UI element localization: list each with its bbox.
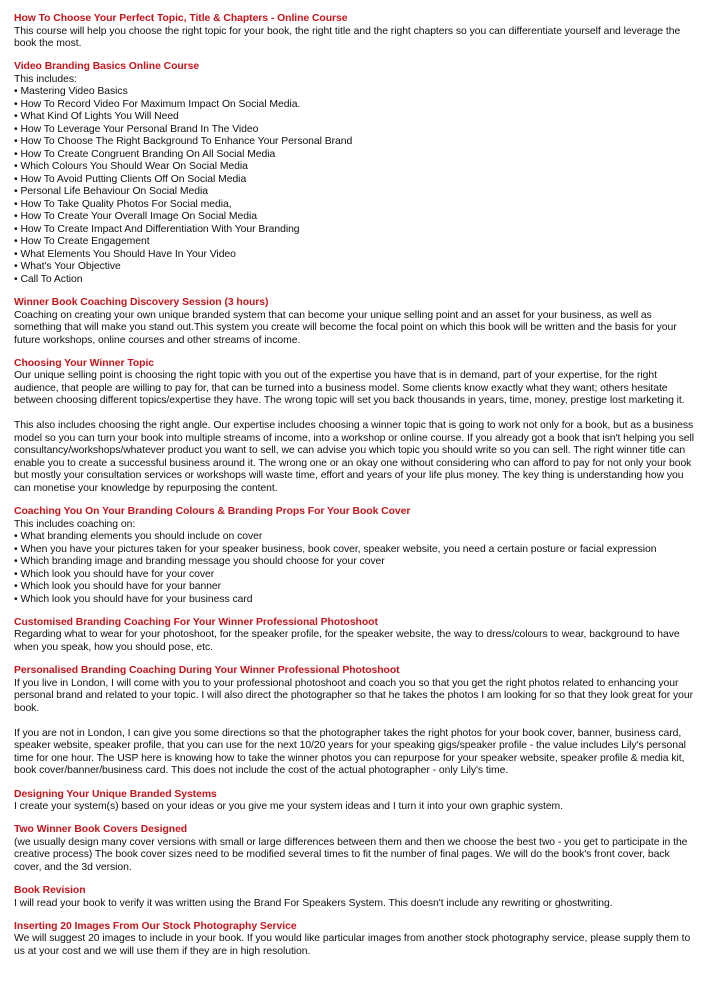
- bullet-glyph: •: [14, 148, 18, 160]
- section-book-covers: [14, 824, 699, 874]
- section-paragraph: We will suggest 20 images to include in your book. If you would like particular images from another stock photography service, please supply them to us at your cost and we will use them if they are in high resolution.: [14, 933, 691, 957]
- bullet-text: How To Create Impact And Differentiation With Your Branding: [20, 223, 300, 235]
- bullet-item: [14, 594, 699, 607]
- section-intro: This includes coaching on:: [14, 518, 136, 530]
- bullet-item: [14, 111, 699, 124]
- bullet-item: [14, 556, 699, 569]
- section-heading: Video Branding Basics Online Course: [14, 61, 200, 73]
- bullet-item: [14, 86, 699, 99]
- bullet-glyph: •: [14, 261, 18, 273]
- bullet-text: Mastering Video Basics: [20, 86, 128, 98]
- section-paragraph: This course will help you choose the right topic for your book, the right title and the right chapters so you can differentiate yourself and leverage the book the most.: [14, 25, 681, 49]
- bullet-text: Which look you should have for your business card: [20, 593, 253, 605]
- bullet-glyph: •: [14, 543, 18, 555]
- bullet-glyph: •: [14, 123, 18, 135]
- bullet-item: [14, 199, 699, 212]
- bullet-glyph: •: [14, 273, 18, 285]
- bullet-glyph: •: [14, 236, 18, 248]
- section-heading: Customised Branding Coaching For Your Winner Professional Photoshoot: [14, 616, 378, 628]
- section-heading: Choosing Your Winner Topic: [14, 357, 155, 369]
- bullet-glyph: •: [14, 556, 18, 568]
- bullet-glyph: •: [14, 223, 18, 235]
- bullet-item: [14, 224, 699, 237]
- section-book-revision: [14, 885, 699, 910]
- bullet-item: [14, 544, 699, 557]
- bullet-item: [14, 531, 699, 544]
- section-heading: Personalised Branding Coaching During Your Winner Professional Photoshoot: [14, 665, 400, 677]
- bullet-item: [14, 261, 699, 274]
- bullet-glyph: •: [14, 173, 18, 185]
- section-paragraph: I create your system(s) based on your ideas or you give me your system ideas and I turn it into your own graphic system.: [14, 801, 563, 813]
- section-photoshoot-personalised-coaching: [14, 665, 699, 778]
- section-photoshoot-coaching: [14, 617, 699, 655]
- section-video-branding-course: [14, 61, 699, 286]
- bullet-text: What branding elements you should include on cover: [20, 531, 263, 543]
- section-paragraph: Our unique selling point is choosing the right topic with you out of the expertise you have that is in demand, part of your expertise, for the right audience, that people are willing to pay for, that can be turned into a business model. Some clients know exactly what they want; others hesitate between choosing different topics/expertise they have. The wrong topic will set you back thousands in years, time, money, prestige lost marketing it.: [14, 370, 685, 407]
- bullet-text: What Elements You Should Have In Your Video: [20, 248, 236, 260]
- section-heading: Designing Your Unique Branded Systems: [14, 788, 217, 800]
- bullet-item: [14, 581, 699, 594]
- section-discovery-session: [14, 297, 699, 347]
- bullet-text: Which Colours You Should Wear On Social Media: [20, 161, 248, 173]
- section-branded-systems: [14, 789, 699, 814]
- bullet-text: When you have your pictures taken for your speaker business, book cover, speaker website, you need a certain posture or facial expression: [20, 543, 657, 555]
- bullet-glyph: •: [14, 98, 18, 110]
- bullet-item: [14, 99, 699, 112]
- section-paragraph: If you are not in London, I can give you some directions so that the photographer takes the right photos for your book cover, banner, business card, speaker website, speaker profile, that you can use for the next 10/20 years for your speaking gigs/speaker profile - the value includes Lily's personal time for one hour. The USP here is knowing how to take the winner photos you can repurpose for your speaker website, speaker profile & media kit, book cover/banner/business card. This does not include the cost of the actual photographer - only Lily's time.: [14, 727, 686, 777]
- section-heading: How To Choose Your Perfect Topic, Title & Chapters - Online Course: [14, 13, 348, 24]
- bullet-text: Which look you should have for your banner: [20, 581, 222, 593]
- section-topic-title-chapters-course: [14, 13, 699, 51]
- bullet-glyph: •: [14, 136, 18, 148]
- section-paragraph: I will read your book to verify it was written using the Brand For Speakers System. This doesn't include any rewriting or ghostwriting.: [14, 897, 613, 909]
- bullet-text: Call To Action: [20, 273, 83, 285]
- bullet-text: How To Choose The Right Background To Enhance Your Personal Brand: [20, 136, 353, 148]
- section-paragraph: (we usually design many cover versions with small or large differences between them and then we choose the best two - you get to participate in the creative process) The book cover sizes need to be modified several times to fit the number of final pages. We will do the book's front cover, back cover, and the 3d version.: [14, 836, 688, 873]
- bullet-glyph: •: [14, 581, 18, 593]
- bullet-item: [14, 186, 699, 199]
- bullet-item: [14, 149, 699, 162]
- bullet-text: How To Take Quality Photos For Social media,: [20, 198, 232, 210]
- bullet-item: [14, 249, 699, 262]
- bullet-glyph: •: [14, 111, 18, 123]
- section-heading: Coaching You On Your Branding Colours & Branding Props For Your Book Cover: [14, 506, 411, 518]
- section-paragraph: This also includes choosing the right angle. Our expertise includes choosing a winner topic that is going to work not only for a book, but as a business model so you can turn your book into multiple streams of income, into a workshop or online course. If you already got a book that isn't helping you sell consultancy/workshops/whatever product you want to sell, we can advise you which topic you should write so you can sell. The right winner title can enable you to create a successful business around it. The wrong one or an okay one without considering who can afford to pay for not only your book but mostly your consultation services or workshops will waste time, effort and years of your life plus money. The key thing is understanding how you can monetise your knowledge by repurposing the content.: [14, 420, 694, 494]
- bullet-item: [14, 274, 699, 287]
- bullet-item: [14, 569, 699, 582]
- bullet-text: How To Leverage Your Personal Brand In The Video: [20, 123, 259, 135]
- bullet-glyph: •: [14, 568, 18, 580]
- bullet-item: [14, 124, 699, 137]
- section-heading: Inserting 20 Images From Our Stock Photography Service: [14, 920, 297, 932]
- bullet-item: [14, 136, 699, 149]
- bullet-item: [14, 161, 699, 174]
- bullet-text: Which look you should have for your cover: [20, 568, 215, 580]
- bullet-text: Which branding image and branding message you should choose for your cover: [20, 556, 385, 568]
- bullet-glyph: •: [14, 248, 18, 260]
- bullet-item: [14, 236, 699, 249]
- section-paragraph: Regarding what to wear for your photoshoot, for the speaker profile, for the speaker website, the way to dress/colours to wear, background to have when you speak, how you should pose, etc.: [14, 629, 680, 653]
- bullet-text: How To Create Engagement: [20, 236, 150, 248]
- bullet-text: How To Avoid Putting Clients Off On Social Media: [20, 173, 247, 185]
- bullet-list: [14, 531, 699, 606]
- bullet-glyph: •: [14, 161, 18, 173]
- section-choosing-winner-topic: [14, 358, 699, 496]
- bullet-glyph: •: [14, 186, 18, 198]
- section-intro: This includes:: [14, 73, 77, 85]
- bullet-glyph: •: [14, 211, 18, 223]
- bullet-text: How To Record Video For Maximum Impact On Social Media.: [20, 98, 301, 110]
- section-paragraph: If you live in London, I will come with you to your professional photoshoot and coach you so that you get the right photos related to enhancing your personal brand and related to your topic. I will also direct the photographer so that he takes the photos I am looking for so that they look great for your book.: [14, 677, 694, 714]
- bullet-item: [14, 211, 699, 224]
- bullet-text: What Kind Of Lights You Will Need: [20, 111, 179, 123]
- bullet-glyph: •: [14, 531, 18, 543]
- bullet-item: [14, 174, 699, 187]
- bullet-text: Personal Life Behaviour On Social Media: [20, 186, 208, 198]
- bullet-glyph: •: [14, 593, 18, 605]
- bullet-text: How To Create Your Overall Image On Social Media: [20, 211, 257, 223]
- bullet-text: What's Your Objective: [20, 261, 121, 273]
- section-stock-images: [14, 921, 699, 959]
- bullet-glyph: •: [14, 198, 18, 210]
- section-heading: Winner Book Coaching Discovery Session (3 hours): [14, 297, 269, 309]
- section-paragraph: Coaching on creating your own unique branded system that can become your unique selling point and an asset for your business, as well as something that will make you stand out.This system you create will become the focal point on which this book will be written and the basis for your future workshops, online courses and other streams of income.: [14, 309, 677, 346]
- section-heading: Book Revision: [14, 885, 86, 897]
- bullet-text: How To Create Congruent Branding On All Social Media: [20, 148, 276, 160]
- bullet-glyph: •: [14, 86, 18, 98]
- section-heading: Two Winner Book Covers Designed: [14, 824, 188, 836]
- bullet-list: [14, 86, 699, 286]
- section-branding-colours-props: [14, 506, 699, 606]
